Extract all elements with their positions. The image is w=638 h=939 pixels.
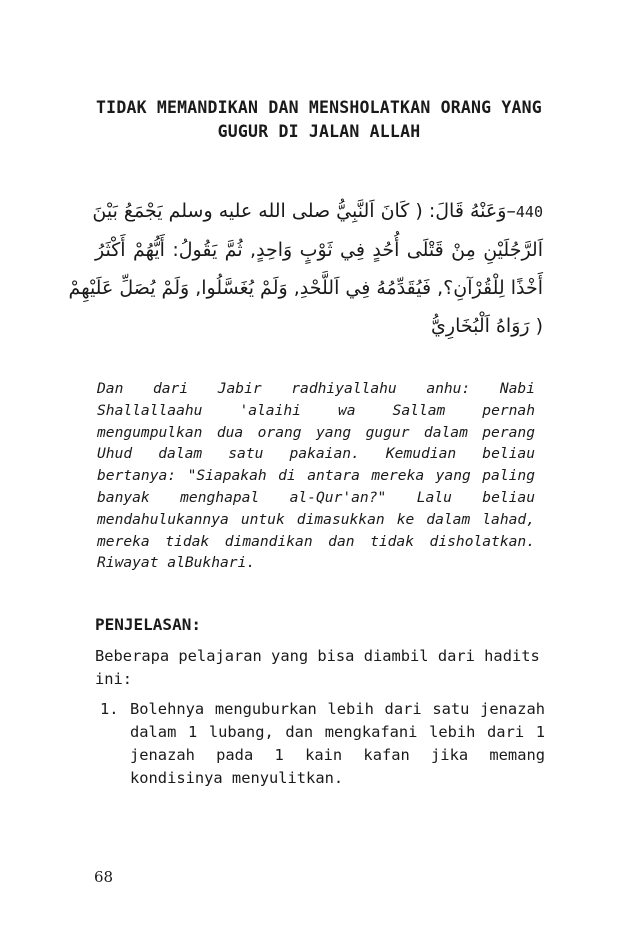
explanation-intro: Beberapa pelajaran yang bisa diambil dari hadits ini: [95,647,540,688]
hadith-number: 440 [515,203,543,221]
explanation-point [100,698,545,790]
explanation-heading: PENJELASAN: [95,615,201,634]
chapter-title: TIDAK MEMANDIKAN DAN MENSHOLATKAN ORANG YANG GUGUR DI JALAN ALLAH [96,98,542,141]
point-text: Bolehnya menguburkan lebih dari satu jenazah dalam 1 lubang, dan mengkafani lebih dari 1 jenazah pada 1 kain kafan jika memang kondisinya menyulitkan. [130,700,545,787]
hadith-arabic-line: اَلرَّجُلَيْنِ مِنْ قَتْلَى أُحُدٍ فِي ثَوْبٍ وَاحِدٍ, ثُمَّ يَقُولُ: أَيُّهُمْ أَكْثَرُ [95,239,543,261]
point-marker: 1. [100,700,119,718]
hadith-arabic-line [92,192,543,231]
hadith-arabic-line: ( رَوَاهُ اَلْبُخَارِيُّ [431,315,543,337]
hadith-arabic-line: أَخْذًا لِلْقُرْآنِ؟, فَيُقَدِّمُهُ فِي اَللَّحْدِ, وَلَمْ يُغَسَّلُوا, وَلَمْ يُصَلِّ عَلَيْهِمْ [68,277,543,299]
hadith-arabic-line-text: –وَعَنْهُ قَالَ: ( كَانَ اَلنَّبِيُّ صلى الله عليه وسلم يَجْمَعُ بَيْنَ [92,200,516,222]
hadith-translation: Dan dari Jabir radhiyallahu anhu: Nabi Shallallaahu 'alaihi wa Sallam pernah mengumpulkan dua orang yang gugur dalam perang Uhud dalam satu pakaian. Kemudian beliau bertanya: "Siapakah di antara mereka yang paling banyak menghapal al-Qur'an?" Lalu beliau mendahulukannya untuk dimasukkan ke dalam lahad, mereka tidak dimandikan dan tidak disholatkan. Riwayat alBukhari. [97,380,535,572]
hadith-arabic-text [68,192,543,345]
page-number: 68 [94,868,114,886]
